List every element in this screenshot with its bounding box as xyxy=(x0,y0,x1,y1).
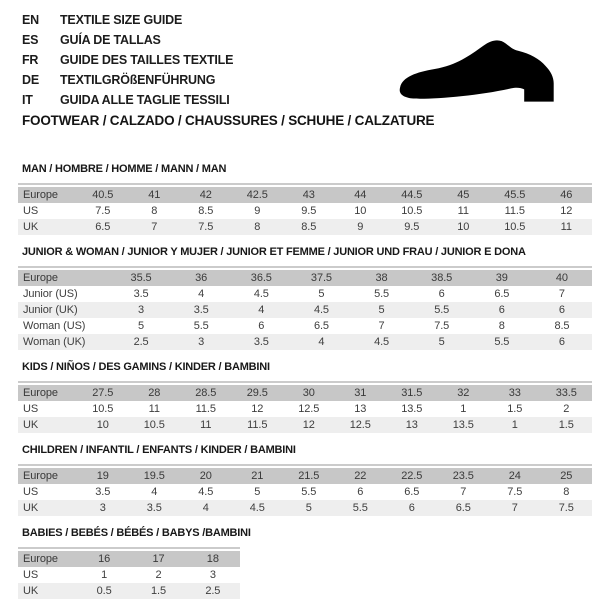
size-cell: 9 xyxy=(357,221,364,233)
table-header-row xyxy=(18,270,592,286)
size-cell: 4.5 xyxy=(374,336,390,348)
row-label: Woman (UK) xyxy=(23,336,86,348)
size-cell: 5.5 xyxy=(494,336,510,348)
language-title: GUIDE DES TAILLES TEXTILE xyxy=(60,53,234,67)
size-cell: 5 xyxy=(378,304,385,316)
size-cell: 6 xyxy=(408,502,415,514)
row-label: UK xyxy=(23,585,39,597)
size-cell: 29.5 xyxy=(246,387,268,399)
table-row xyxy=(18,500,592,516)
table-row xyxy=(18,302,592,318)
size-cell: 12 xyxy=(560,205,573,217)
row-label: UK xyxy=(23,419,39,431)
size-cell: 3 xyxy=(198,336,205,348)
size-cell: 16 xyxy=(98,553,111,565)
size-cell: 4 xyxy=(258,304,265,316)
size-cell: 45.5 xyxy=(504,189,526,201)
size-table xyxy=(18,551,240,599)
table-container xyxy=(18,464,592,516)
size-cell: 3.5 xyxy=(95,486,111,498)
size-cell: 4.5 xyxy=(198,486,214,498)
size-cell: 1 xyxy=(511,419,518,431)
size-table xyxy=(18,468,592,516)
table-row xyxy=(18,334,592,350)
table-container xyxy=(18,266,592,350)
size-cell: 11.5 xyxy=(504,205,525,217)
size-cell: 6.5 xyxy=(95,221,111,233)
size-cell: 9.5 xyxy=(301,205,317,217)
size-cell: 8.5 xyxy=(301,221,317,233)
size-cell: 4.5 xyxy=(253,288,269,300)
size-cell: 38.5 xyxy=(431,272,453,284)
table-header-row xyxy=(18,468,592,484)
size-cell: 31.5 xyxy=(401,387,423,399)
shoe-icon xyxy=(394,24,572,108)
size-cell: 23.5 xyxy=(452,470,474,482)
size-cell: 5 xyxy=(305,502,312,514)
language-code: FR xyxy=(22,53,39,67)
size-cell: 6.5 xyxy=(455,502,471,514)
size-cell: 8.5 xyxy=(198,205,214,217)
size-cell: 7 xyxy=(511,502,518,514)
table-header-row xyxy=(18,385,592,401)
size-cell: 8 xyxy=(151,205,158,217)
size-cell: 1.5 xyxy=(558,419,574,431)
language-code: IT xyxy=(22,93,33,107)
size-cell: 10 xyxy=(457,221,470,233)
language-title: TEXTILGRÖßENFÜHRUNG xyxy=(60,73,216,87)
size-cell: 7.5 xyxy=(434,320,450,332)
row-label: Europe xyxy=(23,470,58,482)
table-row xyxy=(18,583,240,599)
size-cell: 0.5 xyxy=(96,585,112,597)
size-cell: 6.5 xyxy=(494,288,510,300)
size-cell: 9 xyxy=(254,205,261,217)
size-cell: 2 xyxy=(563,403,570,415)
size-cell: 25 xyxy=(560,470,573,482)
size-cell: 3 xyxy=(209,569,216,581)
size-cell: 11.5 xyxy=(247,419,268,431)
table-title: JUNIOR & WOMAN / JUNIOR Y MUJER / JUNIOR ET FEMME / JUNIOR UND FRAU / JUNIOR E DONA xyxy=(22,246,526,258)
size-cell: 3 xyxy=(138,304,145,316)
language-code: DE xyxy=(22,73,39,87)
size-cell: 6.5 xyxy=(404,486,420,498)
size-cell: 11 xyxy=(560,221,572,233)
language-code: EN xyxy=(22,13,39,27)
size-cell: 24 xyxy=(508,470,521,482)
size-cell: 36 xyxy=(195,272,208,284)
size-cell: 37.5 xyxy=(310,272,332,284)
language-code: ES xyxy=(22,33,39,47)
size-cell: 3.5 xyxy=(193,304,209,316)
row-label: UK xyxy=(23,502,39,514)
size-cell: 10 xyxy=(96,419,109,431)
size-cell: 10.5 xyxy=(92,403,114,415)
size-cell: 6 xyxy=(498,304,505,316)
size-table xyxy=(18,270,592,350)
row-label: US xyxy=(23,486,39,498)
size-table-section-children xyxy=(22,444,592,516)
size-cell: 11 xyxy=(457,205,469,217)
size-cell: 11 xyxy=(200,419,212,431)
language-title: GUIDA ALLE TAGLIE TESSILI xyxy=(60,93,230,107)
row-label: Europe xyxy=(23,272,58,284)
size-cell: 30 xyxy=(302,387,315,399)
size-cell: 27.5 xyxy=(92,387,114,399)
size-table xyxy=(18,385,592,433)
category-title: FOOTWEAR / CALZADO / CHAUSSURES / SCHUHE / CALZATURE xyxy=(22,113,435,128)
size-cell: 5 xyxy=(254,486,261,498)
size-cell: 12 xyxy=(251,403,264,415)
size-cell: 43 xyxy=(302,189,315,201)
size-cell: 10.5 xyxy=(504,221,526,233)
size-cell: 7.5 xyxy=(198,221,214,233)
size-cell: 35.5 xyxy=(130,272,152,284)
size-cell: 7 xyxy=(378,320,385,332)
size-cell: 40.5 xyxy=(92,189,114,201)
size-cell: 13.5 xyxy=(401,403,423,415)
size-cell: 5.5 xyxy=(434,304,450,316)
size-cell: 4 xyxy=(202,502,209,514)
size-table-section-babies xyxy=(22,527,592,599)
size-table-section-junior-woman xyxy=(22,246,592,350)
size-table-section-kids xyxy=(22,361,592,433)
table-row xyxy=(18,219,592,235)
size-cell: 10.5 xyxy=(143,419,165,431)
size-cell: 5 xyxy=(138,320,145,332)
size-cell: 4.5 xyxy=(249,502,265,514)
row-label: US xyxy=(23,403,39,415)
row-label: Europe xyxy=(23,387,58,399)
size-cell: 1 xyxy=(101,569,108,581)
size-cell: 6 xyxy=(357,486,364,498)
row-label: Europe xyxy=(23,553,58,565)
size-cell: 5 xyxy=(318,288,325,300)
size-cell: 5 xyxy=(438,336,445,348)
table-row xyxy=(18,567,240,583)
size-cell: 10.5 xyxy=(401,205,423,217)
size-cell: 4.5 xyxy=(313,304,329,316)
size-cell: 21 xyxy=(251,470,264,482)
size-cell: 12.5 xyxy=(349,419,371,431)
size-cell: 11 xyxy=(148,403,160,415)
size-cell: 7 xyxy=(558,288,565,300)
table-container xyxy=(18,381,592,433)
size-cell: 42.5 xyxy=(246,189,268,201)
row-label: Europe xyxy=(23,189,58,201)
size-cell: 28.5 xyxy=(195,387,217,399)
size-cell: 10 xyxy=(354,205,367,217)
size-cell: 5.5 xyxy=(301,486,317,498)
size-cell: 33 xyxy=(508,387,521,399)
size-table xyxy=(18,187,592,235)
size-cell: 6 xyxy=(438,288,445,300)
row-label: UK xyxy=(23,221,39,233)
size-cell: 5.5 xyxy=(193,320,209,332)
table-row xyxy=(18,203,592,219)
table-header-row xyxy=(18,551,240,567)
row-label: US xyxy=(23,205,39,217)
size-cell: 12.5 xyxy=(298,403,320,415)
size-cell: 44.5 xyxy=(401,189,423,201)
size-cell: 45 xyxy=(457,189,470,201)
size-cell: 13 xyxy=(354,403,367,415)
size-cell: 4 xyxy=(318,336,325,348)
table-row xyxy=(18,286,592,302)
size-cell: 39 xyxy=(495,272,508,284)
table-row xyxy=(18,401,592,417)
table-row xyxy=(18,417,592,433)
size-cell: 6.5 xyxy=(313,320,329,332)
size-cell: 11.5 xyxy=(195,403,216,415)
size-cell: 6 xyxy=(258,320,265,332)
size-cell: 46 xyxy=(560,189,573,201)
size-cell: 8 xyxy=(563,486,570,498)
size-cell: 19.5 xyxy=(143,470,165,482)
size-cell: 42 xyxy=(199,189,212,201)
size-cell: 2.5 xyxy=(133,336,149,348)
size-cell: 3.5 xyxy=(133,288,149,300)
size-cell: 13.5 xyxy=(452,419,474,431)
size-cell: 19 xyxy=(96,470,109,482)
size-cell: 33.5 xyxy=(555,387,577,399)
size-cell: 41 xyxy=(148,189,161,201)
size-cell: 13 xyxy=(405,419,418,431)
size-cell: 5.5 xyxy=(374,288,390,300)
size-cell: 4 xyxy=(198,288,205,300)
size-cell: 6 xyxy=(558,336,565,348)
row-label: Woman (US) xyxy=(23,320,86,332)
size-cell: 40 xyxy=(555,272,568,284)
table-row xyxy=(18,318,592,334)
size-cell: 22 xyxy=(354,470,367,482)
size-cell: 38 xyxy=(375,272,388,284)
size-cell: 20 xyxy=(199,470,212,482)
row-label: US xyxy=(23,569,39,581)
size-cell: 7 xyxy=(460,486,467,498)
size-cell: 9.5 xyxy=(404,221,420,233)
size-cell: 32 xyxy=(457,387,470,399)
size-cell: 5.5 xyxy=(352,502,368,514)
table-title: CHILDREN / INFANTIL / ENFANTS / KINDER / BAMBINI xyxy=(22,444,296,456)
size-cell: 4 xyxy=(151,486,158,498)
size-cell: 7.5 xyxy=(507,486,523,498)
size-cell: 7.5 xyxy=(558,502,574,514)
size-cell: 3.5 xyxy=(146,502,162,514)
size-cell: 7 xyxy=(151,221,158,233)
size-cell: 8.5 xyxy=(554,320,570,332)
table-title: BABIES / BEBÉS / BÉBÉS / BABYS /BAMBINI xyxy=(22,527,251,539)
table-header-row xyxy=(18,187,592,203)
size-cell: 21.5 xyxy=(298,470,320,482)
table-title: KIDS / NIÑOS / DES GAMINS / KINDER / BAMBINI xyxy=(22,361,270,373)
size-cell: 1.5 xyxy=(150,585,166,597)
language-title: GUÍA DE TALLAS xyxy=(60,33,161,47)
size-cell: 3 xyxy=(99,502,106,514)
table-container xyxy=(18,547,240,599)
size-cell: 1 xyxy=(460,403,467,415)
size-cell: 31 xyxy=(354,387,367,399)
size-cell: 8 xyxy=(498,320,505,332)
table-row xyxy=(18,484,592,500)
size-cell: 3.5 xyxy=(253,336,269,348)
size-cell: 7.5 xyxy=(95,205,111,217)
size-cell: 2.5 xyxy=(205,585,221,597)
size-cell: 28 xyxy=(148,387,161,399)
size-table-section-man xyxy=(22,163,592,235)
language-title: TEXTILE SIZE GUIDE xyxy=(60,13,183,27)
size-cell: 44 xyxy=(354,189,367,201)
size-cell: 36.5 xyxy=(250,272,272,284)
size-cell: 6 xyxy=(558,304,565,316)
table-container xyxy=(18,183,592,235)
size-cell: 8 xyxy=(254,221,261,233)
row-label: Junior (US) xyxy=(23,288,78,300)
size-cell: 17 xyxy=(152,553,165,565)
size-cell: 2 xyxy=(155,569,162,581)
size-cell: 1.5 xyxy=(507,403,523,415)
size-cell: 12 xyxy=(302,419,315,431)
size-cell: 18 xyxy=(206,553,219,565)
table-title: MAN / HOMBRE / HOMME / MANN / MAN xyxy=(22,163,227,175)
row-label: Junior (UK) xyxy=(23,304,78,316)
size-cell: 22.5 xyxy=(401,470,423,482)
